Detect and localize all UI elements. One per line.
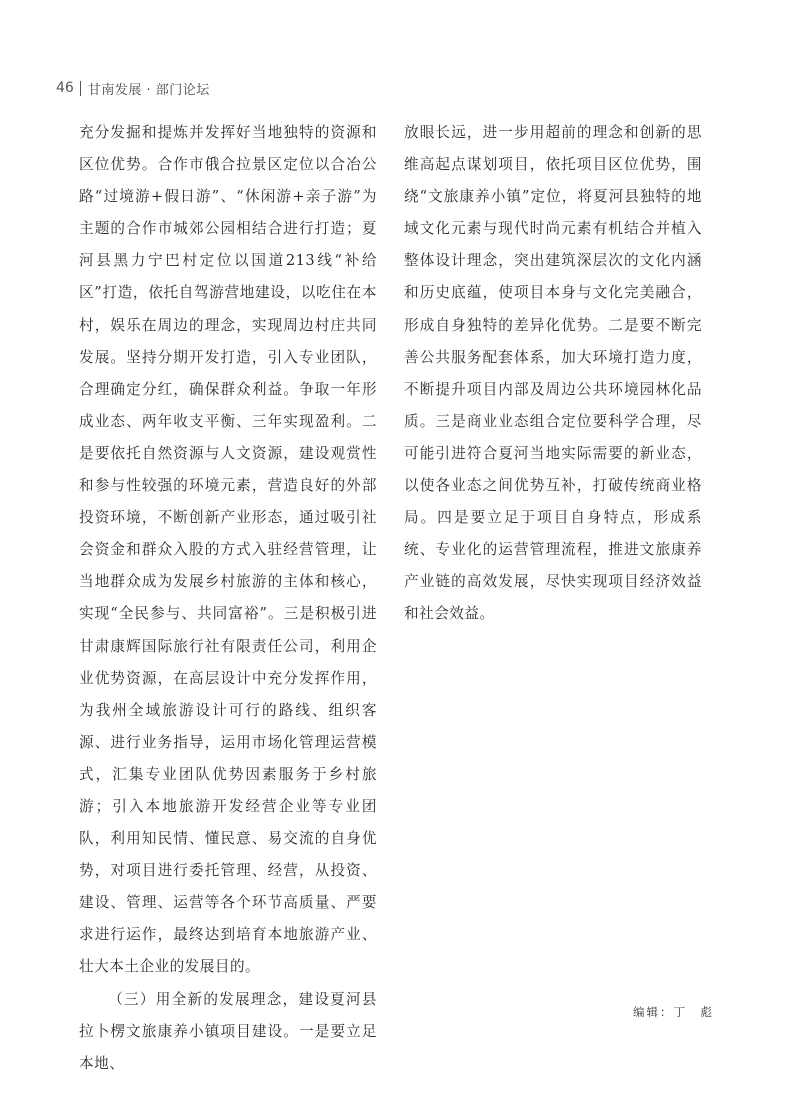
- body-paragraph: 充分发掘和提炼并发挥好当地独特的资源和区位优势。合作市俄合拉景区定位以合冶公路“过境游+假日游”、“休闲游+亲子游”为主题的合作市城郊公园相结合进行打造；夏河县黑力宁巴村定位以国道213线“补给区”打造，依托自驾游营地建设，以吃住在本村，娱乐在周边的理念，实现周边村庄共同发展。坚持分期开发打造，引入专业团队，合理确定分红，确保群众利益。争取一年形成业态、两年收支平衡、三年实现盈利。二是要依托自然资源与人文资源，建设观赏性和参与性较强的环境元素，营造良好的外部投资环境，不断创新产业形态，通过吸引社会资金和群众入股的方式入驻经营管理，让当地群众成为发展乡村旅游的主体和核心，实现“全民参与、共同富裕”。三是积极引进甘肃康辉国际旅行社有限责任公司，利用企业优势资源，在高层设计中充分发挥作用，为我州全域旅游设计可行的路线、组织客源、进行业务指导，运用市场化管理运营模式，汇集专业团队优势因素服务于乡村旅游；引入本地旅游开发经营企业等专业团队，利用知民情、懂民意、易交流的自身优势，对项目进行委托管理、经营，从投资、建设、管理、运营等各个环节高质量、严要求进行运作，最终达到培育本地旅游产业、壮大本土企业的发展目的。: [79, 124, 377, 976]
- editor-credit: 编辑：丁 彪: [633, 1005, 714, 1019]
- header-divider: [80, 81, 81, 96]
- left-text-column: [79, 117, 377, 1080]
- running-header: [56, 79, 210, 97]
- right-text-column: [404, 117, 702, 631]
- section-title: 甘南发展 · 部门论坛: [87, 82, 210, 98]
- body-paragraph: （三）用全新的发展理念，建设夏河县拉卜楞文旅康养小镇项目建设。一是要立足本地、: [79, 990, 377, 1072]
- page-number: 46: [56, 80, 74, 96]
- body-paragraph: 放眼长远，进一步用超前的理念和创新的思维高起点谋划项目，依托项目区位优势，围绕“文旅康养小镇”定位，将夏河县独特的地域文化元素与现代时尚元素有机结合并植入整体设计理念，突出建筑深层次的文化内涵和历史底蕴，使项目本身与文化完美融合，形成自身独特的差异化优势。二是要不断完善公共服务配套体系，加大环境打造力度，不断提升项目内部及周边公共环境园林化品质。三是商业业态组合定位要科学合理，尽可能引进符合夏河当地实际需要的新业态，以使各业态之间优势互补，打破传统商业格局。四是要立足于项目自身特点，形成系统、专业化的运营管理流程，推进文旅康养产业链的高效发展，尽快实现项目经济效益和社会效益。: [404, 124, 702, 623]
